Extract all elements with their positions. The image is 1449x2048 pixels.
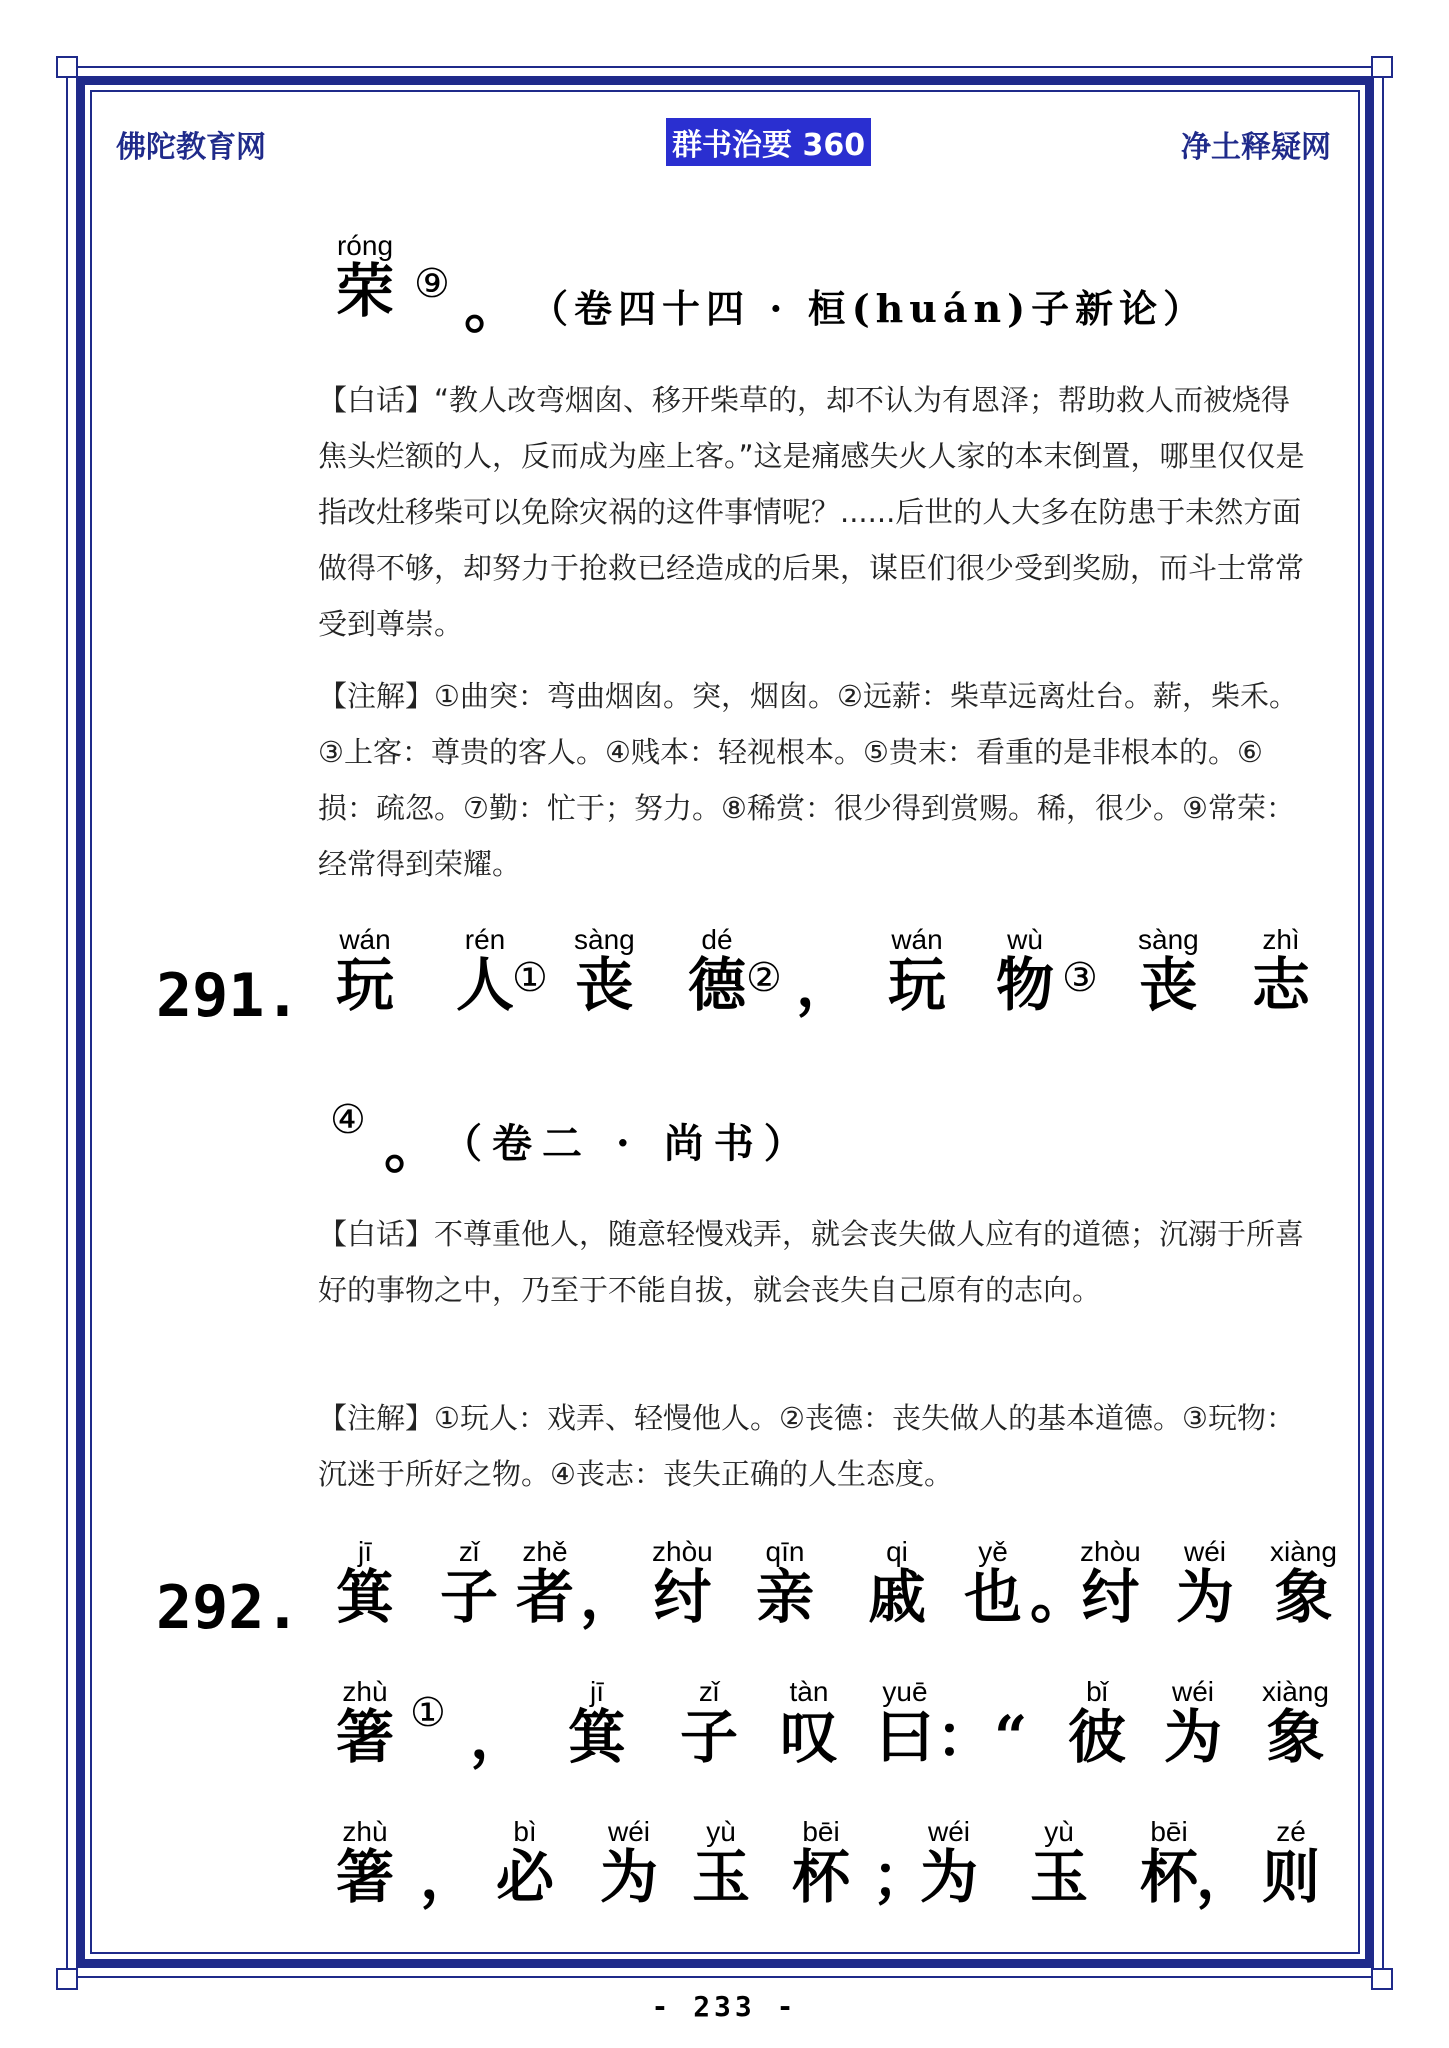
hanzi: 彼 [1068,1703,1127,1771]
glyph [1138,924,1199,1019]
punctuation-glyph [796,926,855,1019]
glyph [336,1676,395,1771]
hanzi: 也 [964,1563,1023,1631]
pinyin: wán [339,924,391,955]
hanzi: 志 [1252,951,1311,1019]
pinyin: zhòu [1080,1536,1141,1567]
hanzi: ； [872,1843,931,1911]
entry-number: 291. [156,961,301,1031]
glyph [1068,1676,1127,1771]
hanzi: 纣 [1081,1563,1140,1631]
glyph [920,1816,979,1911]
page-number: - 233 - [651,1990,798,2023]
hanzi: 杯 [792,1843,851,1911]
corner-ornament [56,1968,78,1990]
hanzi: 为 [1164,1703,1223,1771]
pinyin: zhě [522,1536,568,1567]
hanzi: ， [1196,1843,1255,1911]
pinyin: wéi [1184,1536,1227,1567]
glyph [1270,1536,1337,1631]
hanzi: 象 [1274,1563,1333,1631]
pinyin: jī [590,1676,604,1707]
hanzi: 丧 [575,951,634,1019]
pinyin: qīn [765,1536,805,1567]
hanzi: ， [470,1703,529,1771]
entry-number: 292. [156,1573,301,1643]
hanzi: 为 [600,1843,659,1911]
pinyin: zǐ [698,1676,720,1707]
hanzi: 杯 [1140,1843,1199,1911]
punctuation-glyph [1196,1818,1255,1911]
note-mark: ⑨ [414,261,450,307]
hanzi: ：“ [936,1703,1028,1771]
hanzi: 荣 [336,257,395,325]
pinyin: wéi [1172,1676,1215,1707]
hanzi: ， [796,951,855,1019]
glyph [336,1536,395,1631]
glyph [496,1816,555,1911]
pinyin: zǐ [458,1536,480,1567]
note-mark: ② [746,955,782,1001]
pinyin: bēi [802,1816,840,1847]
pinyin: sàng [574,924,635,955]
source-citation: （卷四十四 · 桓(huán)子新论） [530,286,1208,331]
hanzi: 物 [996,951,1055,1019]
hanzi: ① [410,1690,446,1736]
pinyin: bì [513,1816,537,1847]
glyph [1176,1536,1235,1631]
hanzi: 则 [1262,1843,1321,1911]
hanzi: ， [420,1843,479,1911]
hanzi: 戚 [868,1563,927,1631]
header-book-title: 群书治要 360 [666,118,871,166]
glyph [1164,1676,1223,1771]
glyph [1030,1816,1089,1911]
corner-ornament [1371,1968,1393,1990]
glyph [756,1536,815,1631]
corner-ornament [1371,56,1393,78]
hanzi: 玉 [1030,1843,1089,1911]
hanzi: 象 [1266,1703,1325,1771]
glyph [964,1536,1023,1631]
pinyin: zhòu [652,1536,713,1567]
glyph [336,924,395,1019]
pinyin: yù [706,1816,736,1847]
pinyin: yù [1044,1816,1074,1847]
hanzi: 丧 [1139,951,1198,1019]
pinyin: bǐ [1086,1676,1108,1707]
header-left-site: 佛陀教育网 [116,130,266,165]
note-mark: ④ [330,1097,366,1143]
pinyin: qi [886,1536,908,1567]
hanzi: 箸 [336,1703,395,1771]
punctuation: 。 [384,1113,443,1181]
glyph [688,924,747,1019]
hanzi: 玩 [336,951,395,1019]
pinyin: sàng [1138,924,1199,955]
pinyin: zhì [1262,924,1300,955]
glyph [1080,1536,1141,1631]
pinyin: jī [358,1536,372,1567]
pinyin: yě [978,1536,1008,1567]
pinyin: xiàng [1270,1536,1337,1567]
glyph [888,924,947,1019]
glyph [440,1536,499,1631]
hanzi: 人 [456,951,515,1019]
glyph [336,1816,395,1911]
hanzi: 箸 [336,1843,395,1911]
glyph [516,1536,575,1631]
corner-ornament [56,56,78,78]
punctuation-glyph [580,1538,639,1631]
hanzi: 箕 [336,1563,395,1631]
glyph [780,1676,839,1771]
hanzi: 亲 [756,1563,815,1631]
pinyin: zhù [342,1816,388,1847]
glyph [574,924,635,1019]
hanzi: 为 [920,1843,979,1911]
hanzi: 玉 [692,1843,751,1911]
pinyin: tàn [789,1676,829,1707]
hanzi: 子 [440,1563,499,1631]
hanzi: 曰 [876,1703,935,1771]
zhujie-paragraph: 【注解】①玩人：戏弄、轻慢他人。②丧德：丧失做人的基本道德。③玩物：沉迷于所好之物。④丧志：丧失正确的人生态度。 [318,1401,1295,1491]
hanzi: 为 [1176,1563,1235,1631]
zhujie-paragraph: 【注解】①曲突：弯曲烟囱。突，烟囱。②远薪：柴草远离灶台。薪，柴禾。③上客：尊贵的客人。④贱本：轻视根本。⑤贵末：看重的是非根本的。⑥损：疏忽。⑦勤：忙于；努力。⑧稀赏：很少得到赏赐。稀，很少。⑨常荣：经常得到荣耀。 [318,679,1298,881]
note-mark: ① [512,955,548,1001]
glyph [876,1676,935,1771]
glyph [868,1536,927,1631]
hanzi: ， [580,1563,639,1631]
pinyin: xiàng [1262,1676,1329,1707]
pinyin: wù [1007,924,1043,955]
punctuation-glyph [420,1818,479,1911]
glyph [456,924,515,1019]
hanzi: 者 [516,1563,575,1631]
punctuation-glyph [936,1678,1028,1771]
glyph [1252,924,1311,1019]
glyph [568,1676,627,1771]
glyph [1140,1816,1199,1911]
pinyin: zhù [342,1676,388,1707]
note-mark: ③ [1062,955,1098,1001]
hanzi: 德 [688,951,747,1019]
glyph [652,1536,713,1631]
pinyin: yuē [882,1676,928,1707]
pinyin: zé [1276,1816,1306,1847]
hanzi: 叹 [780,1703,839,1771]
hanzi: 。 [1030,1563,1089,1631]
pinyin: dé [701,924,733,955]
hanzi: 玩 [888,951,947,1019]
pinyin: bēi [1150,1816,1188,1847]
glyph [1262,1816,1321,1911]
pinyin: róng [336,230,394,261]
pinyin: wán [891,924,943,955]
punctuation-glyph [410,1678,446,1754]
hanzi: 纣 [653,1563,712,1631]
hanzi: 箕 [568,1703,627,1771]
pinyin: wéi [608,1816,651,1847]
glyph [680,1676,739,1771]
glyph [692,1816,751,1911]
glyph [1262,1676,1329,1771]
header-right-site: 净土释疑网 [1181,130,1331,165]
pinyin: rén [464,924,506,955]
hanzi: 子 [680,1703,739,1771]
punctuation: 。 [464,273,523,341]
glyph [996,924,1055,1019]
source-citation: （卷二 · 尚书） [442,1120,814,1167]
hanzi: 必 [496,1843,555,1911]
baihua-paragraph: 【白话】不尊重他人，随意轻慢戏弄，就会丧失做人应有的道德；沉溺于所喜好的事物之中，乃至于不能自拔，就会丧失自己原有的志向。 [318,1217,1305,1307]
glyph [600,1816,659,1911]
pinyin: wéi [928,1816,971,1847]
glyph [336,230,395,325]
glyph [792,1816,851,1911]
baihua-paragraph: 【白话】“教人改弯烟囱、移开柴草的，却不认为有恩泽；帮助救人而被烧得焦头烂额的人，反而成为座上客。”这是痛感失火人家的本末倒置，哪里仅仅是指改灶移柴可以免除灾祸的这件事情呢？......后世的人大多在防患于未然方面做得不够，却努力于抢救已经造成的后果，谋臣们很少受到奖励，而斗士常常受到尊崇。 [318,383,1305,641]
punctuation-glyph [470,1678,529,1771]
